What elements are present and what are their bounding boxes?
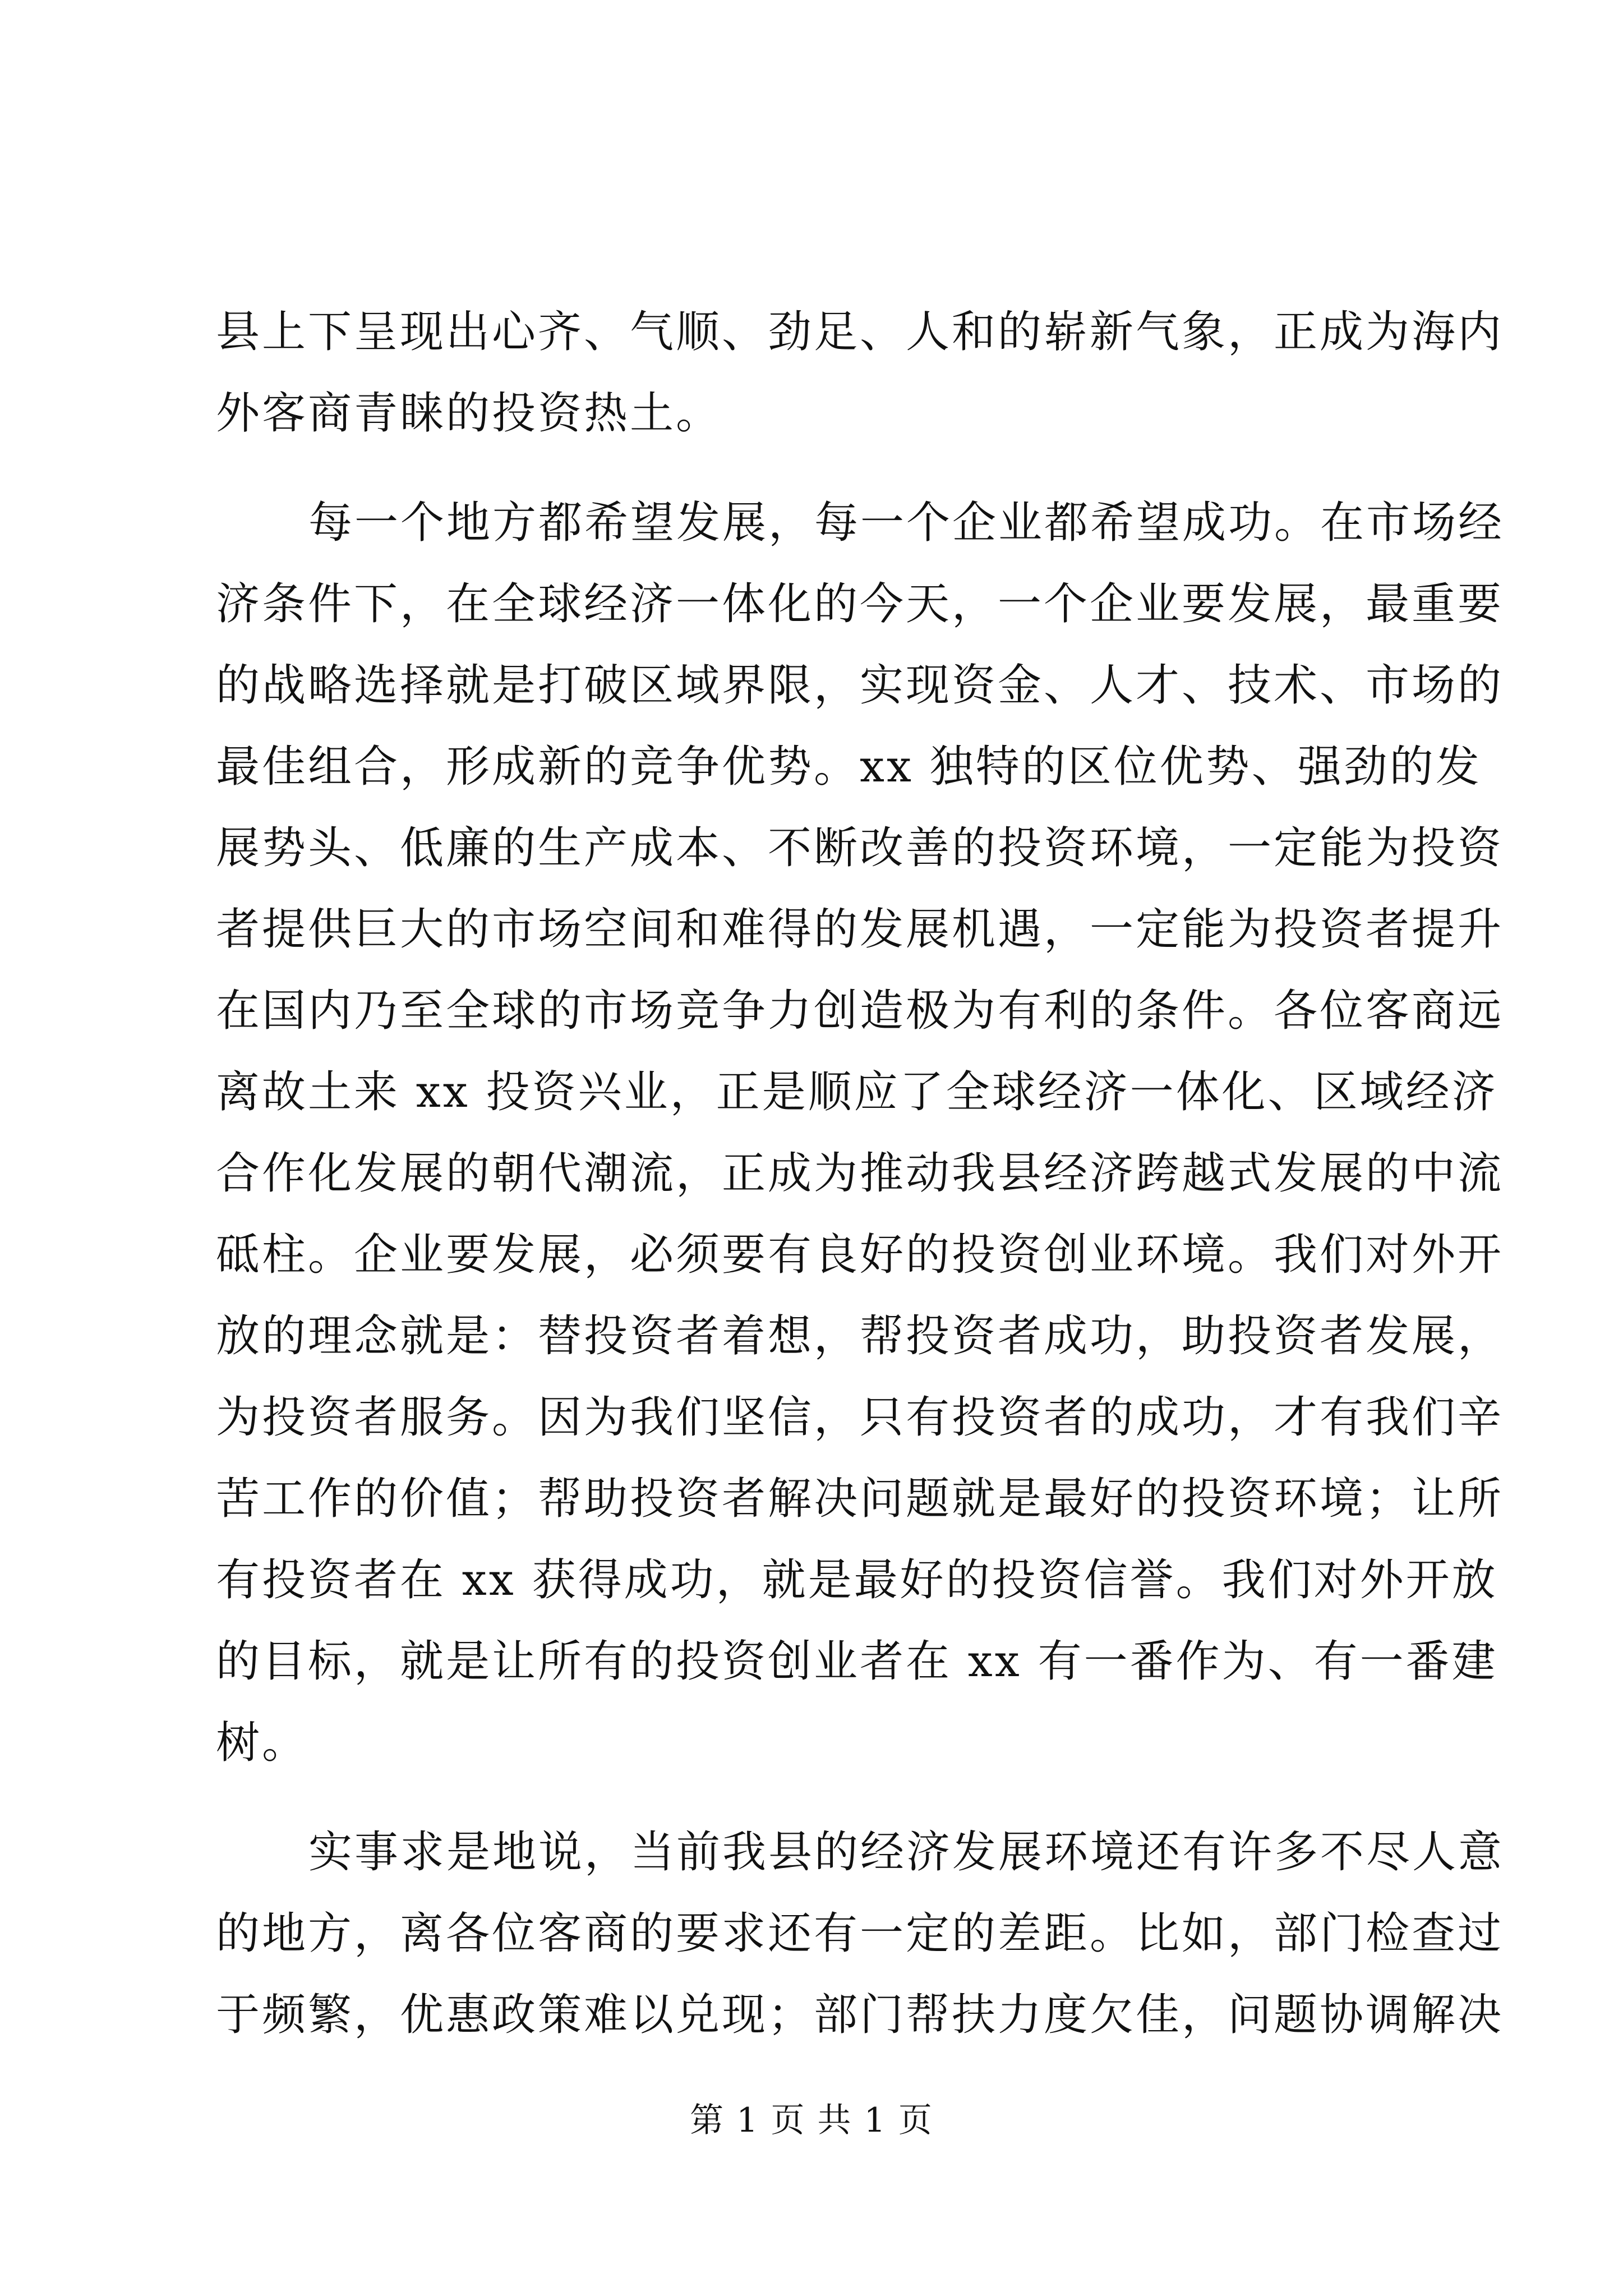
text-line: 的目标，就是让所有的投资创业者在 xx 有一番作为、有一番建 [216, 1636, 1498, 1687]
text-line: 展势头、低廉的生产成本、不断改善的投资环境，一定能为投资 [216, 823, 1504, 873]
text-line: 合作化发展的朝代潮流，正成为推动我县经济跨越式发展的中流 [216, 1148, 1504, 1199]
text-line: 济条件下，在全球经济一体化的今天，一个企业要发展，最重要 [216, 579, 1504, 629]
text-line: 有投资者在 xx 获得成功，就是最好的投资信誉。我们对外开放 [216, 1555, 1498, 1605]
text-line: 的地方，离各位客商的要求还有一定的差距。比如，部门检查过 [216, 1908, 1504, 1959]
text-line: 实事求是地说，当前我县的经济发展环境还有许多不尽人意 [308, 1827, 1505, 1878]
text-line: 者提供巨大的市场空间和难得的发展机遇，一定能为投资者提升 [216, 904, 1504, 955]
text-line: 外客商青睐的投资热土。 [216, 388, 722, 439]
text-line: 最佳组合，形成新的竞争优势。xx 独特的区位优势、强劲的发 [216, 742, 1482, 792]
text-line: 每一个地方都希望发展，每一个企业都希望成功。在市场经 [308, 498, 1505, 548]
text-line: 苦工作的价值；帮助投资者解决问题就是最好的投资环境；让所 [216, 1474, 1504, 1524]
paragraph [216, 482, 1505, 1784]
paragraph [216, 1812, 1505, 2056]
text-line: 的战略选择就是打破区域界限，实现资金、人才、技术、市场的 [216, 660, 1504, 711]
text-line: 放的理念就是：替投资者着想，帮投资者成功，助投资者发展， [216, 1311, 1504, 1361]
page-footer: 第 1 页 共 1 页 [690, 2101, 933, 2140]
document-body [216, 292, 1505, 2056]
paragraph [216, 292, 1504, 454]
text-line: 在国内乃至全球的市场竞争力创造极为有利的条件。各位客商远 [216, 986, 1504, 1036]
text-line: 离故土来 xx 投资兴业，正是顺应了全球经济一体化、区域经济 [216, 1067, 1498, 1117]
text-line: 树。 [216, 1718, 308, 1768]
text-line: 为投资者服务。因为我们坚信，只有投资者的成功，才有我们辛 [216, 1392, 1504, 1443]
text-line: 砥柱。企业要发展，必须要有良好的投资创业环境。我们对外开 [216, 1230, 1504, 1280]
text-line: 县上下呈现出心齐、气顺、劲足、人和的崭新气象，正成为海内 [216, 307, 1504, 357]
text-line: 于频繁，优惠政策难以兑现；部门帮扶力度欠佳，问题协调解决 [216, 1990, 1504, 2040]
